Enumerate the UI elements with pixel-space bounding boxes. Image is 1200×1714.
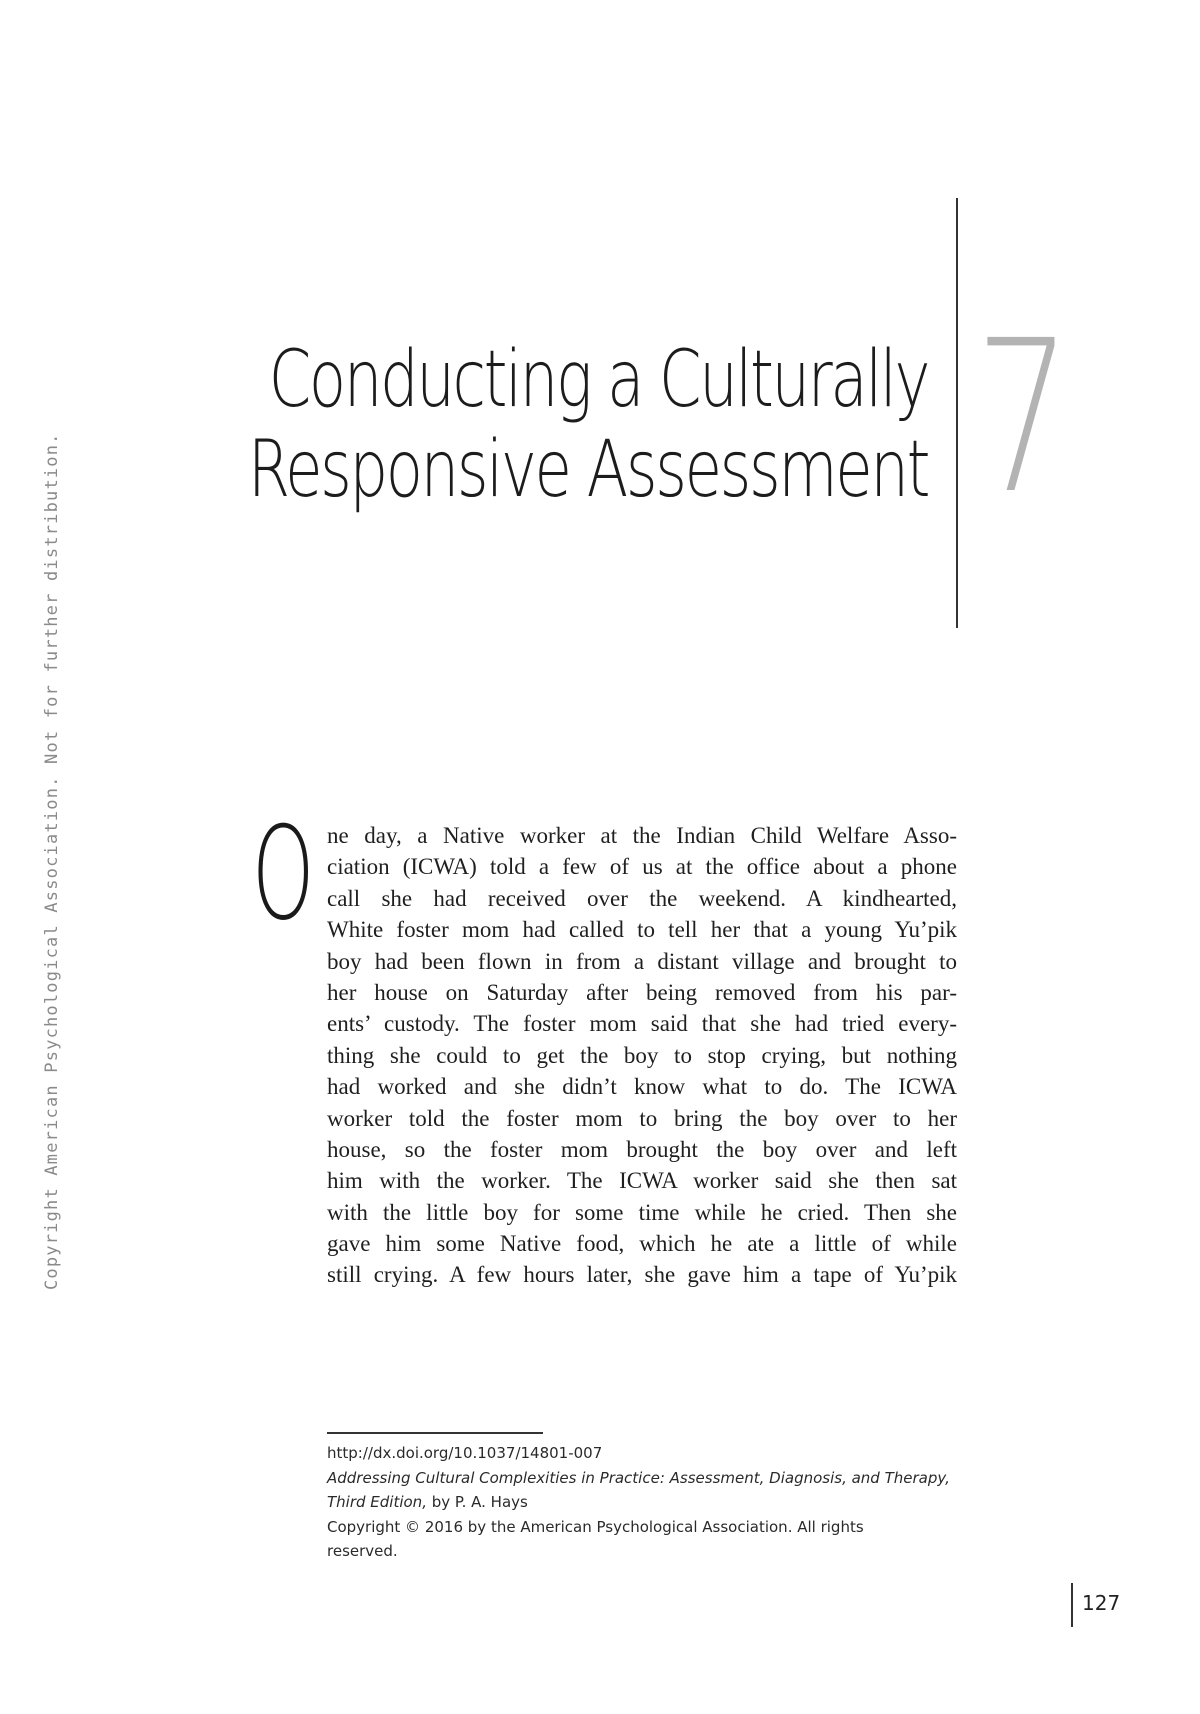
chapter-title [248,335,928,515]
book-author: by P. A. Hays [426,1493,528,1511]
drop-cap: O [252,800,315,949]
body-line: still crying. A few hours later, she gave him a tape of Yu’pik [327,1262,957,1288]
footnote-rule [327,1432,543,1434]
copyright-watermark: Copyright American Psychological Association. Not for further distribution. [42,432,62,1290]
body-line: her house on Saturday after being removed from his par- [327,979,957,1005]
book-edition: Third Edition, [327,1493,427,1511]
body-line: gave him some Native food, which he ate a little of while [327,1231,957,1257]
chapter-title-line-2: Responsive Assessment [247,425,928,515]
body-line: him with the worker. The ICWA worker said she then sat [327,1168,957,1194]
page-number: 127 [1082,1591,1121,1615]
chapter-number: 7 [975,295,1072,540]
body-line: had worked and she didn’t know what to do. The ICWA [327,1074,957,1100]
doi-link[interactable]: http://dx.doi.org/10.1037/14801-007 [327,1444,603,1462]
body-line: worker told the foster mom to bring the boy over to her [327,1105,957,1131]
copyright-line-2: reserved. [327,1542,398,1560]
body-line: thing she could to get the boy to stop crying, but nothing [327,1042,957,1068]
body-line: ne day, a Native worker at the Indian Child Welfare Asso- [327,823,957,848]
body-line: White foster mom had called to tell her that a young Yu’pik [327,917,957,943]
copyright-line-1: Copyright © 2016 by the American Psychological Association. All rights [327,1517,864,1536]
body-line: call she had received over the weekend. A kindhearted, [327,885,957,911]
book-title: Addressing Cultural Complexities in Practice: Assessment, Diagnosis, and Therapy, [327,1468,950,1487]
page-number-rule [1071,1583,1073,1627]
body-line: house, so the foster mom brought the boy over and left [327,1136,957,1162]
body-line: ents’ custody. The foster mom said that she had tried every- [327,1011,957,1037]
chapter-divider-rule [956,198,958,628]
edition-author-line [327,1490,957,1515]
body-paragraph [327,820,957,1291]
body-line: boy had been flown in from a distant village and brought to [327,948,957,974]
body-line: with the little boy for some time while he cried. Then she [327,1199,957,1225]
body-line: ciation (ICWA) told a few of us at the office about a phone [327,854,957,880]
footnote-block [327,1441,957,1564]
chapter-title-line-1: Conducting a Culturally [268,335,929,425]
